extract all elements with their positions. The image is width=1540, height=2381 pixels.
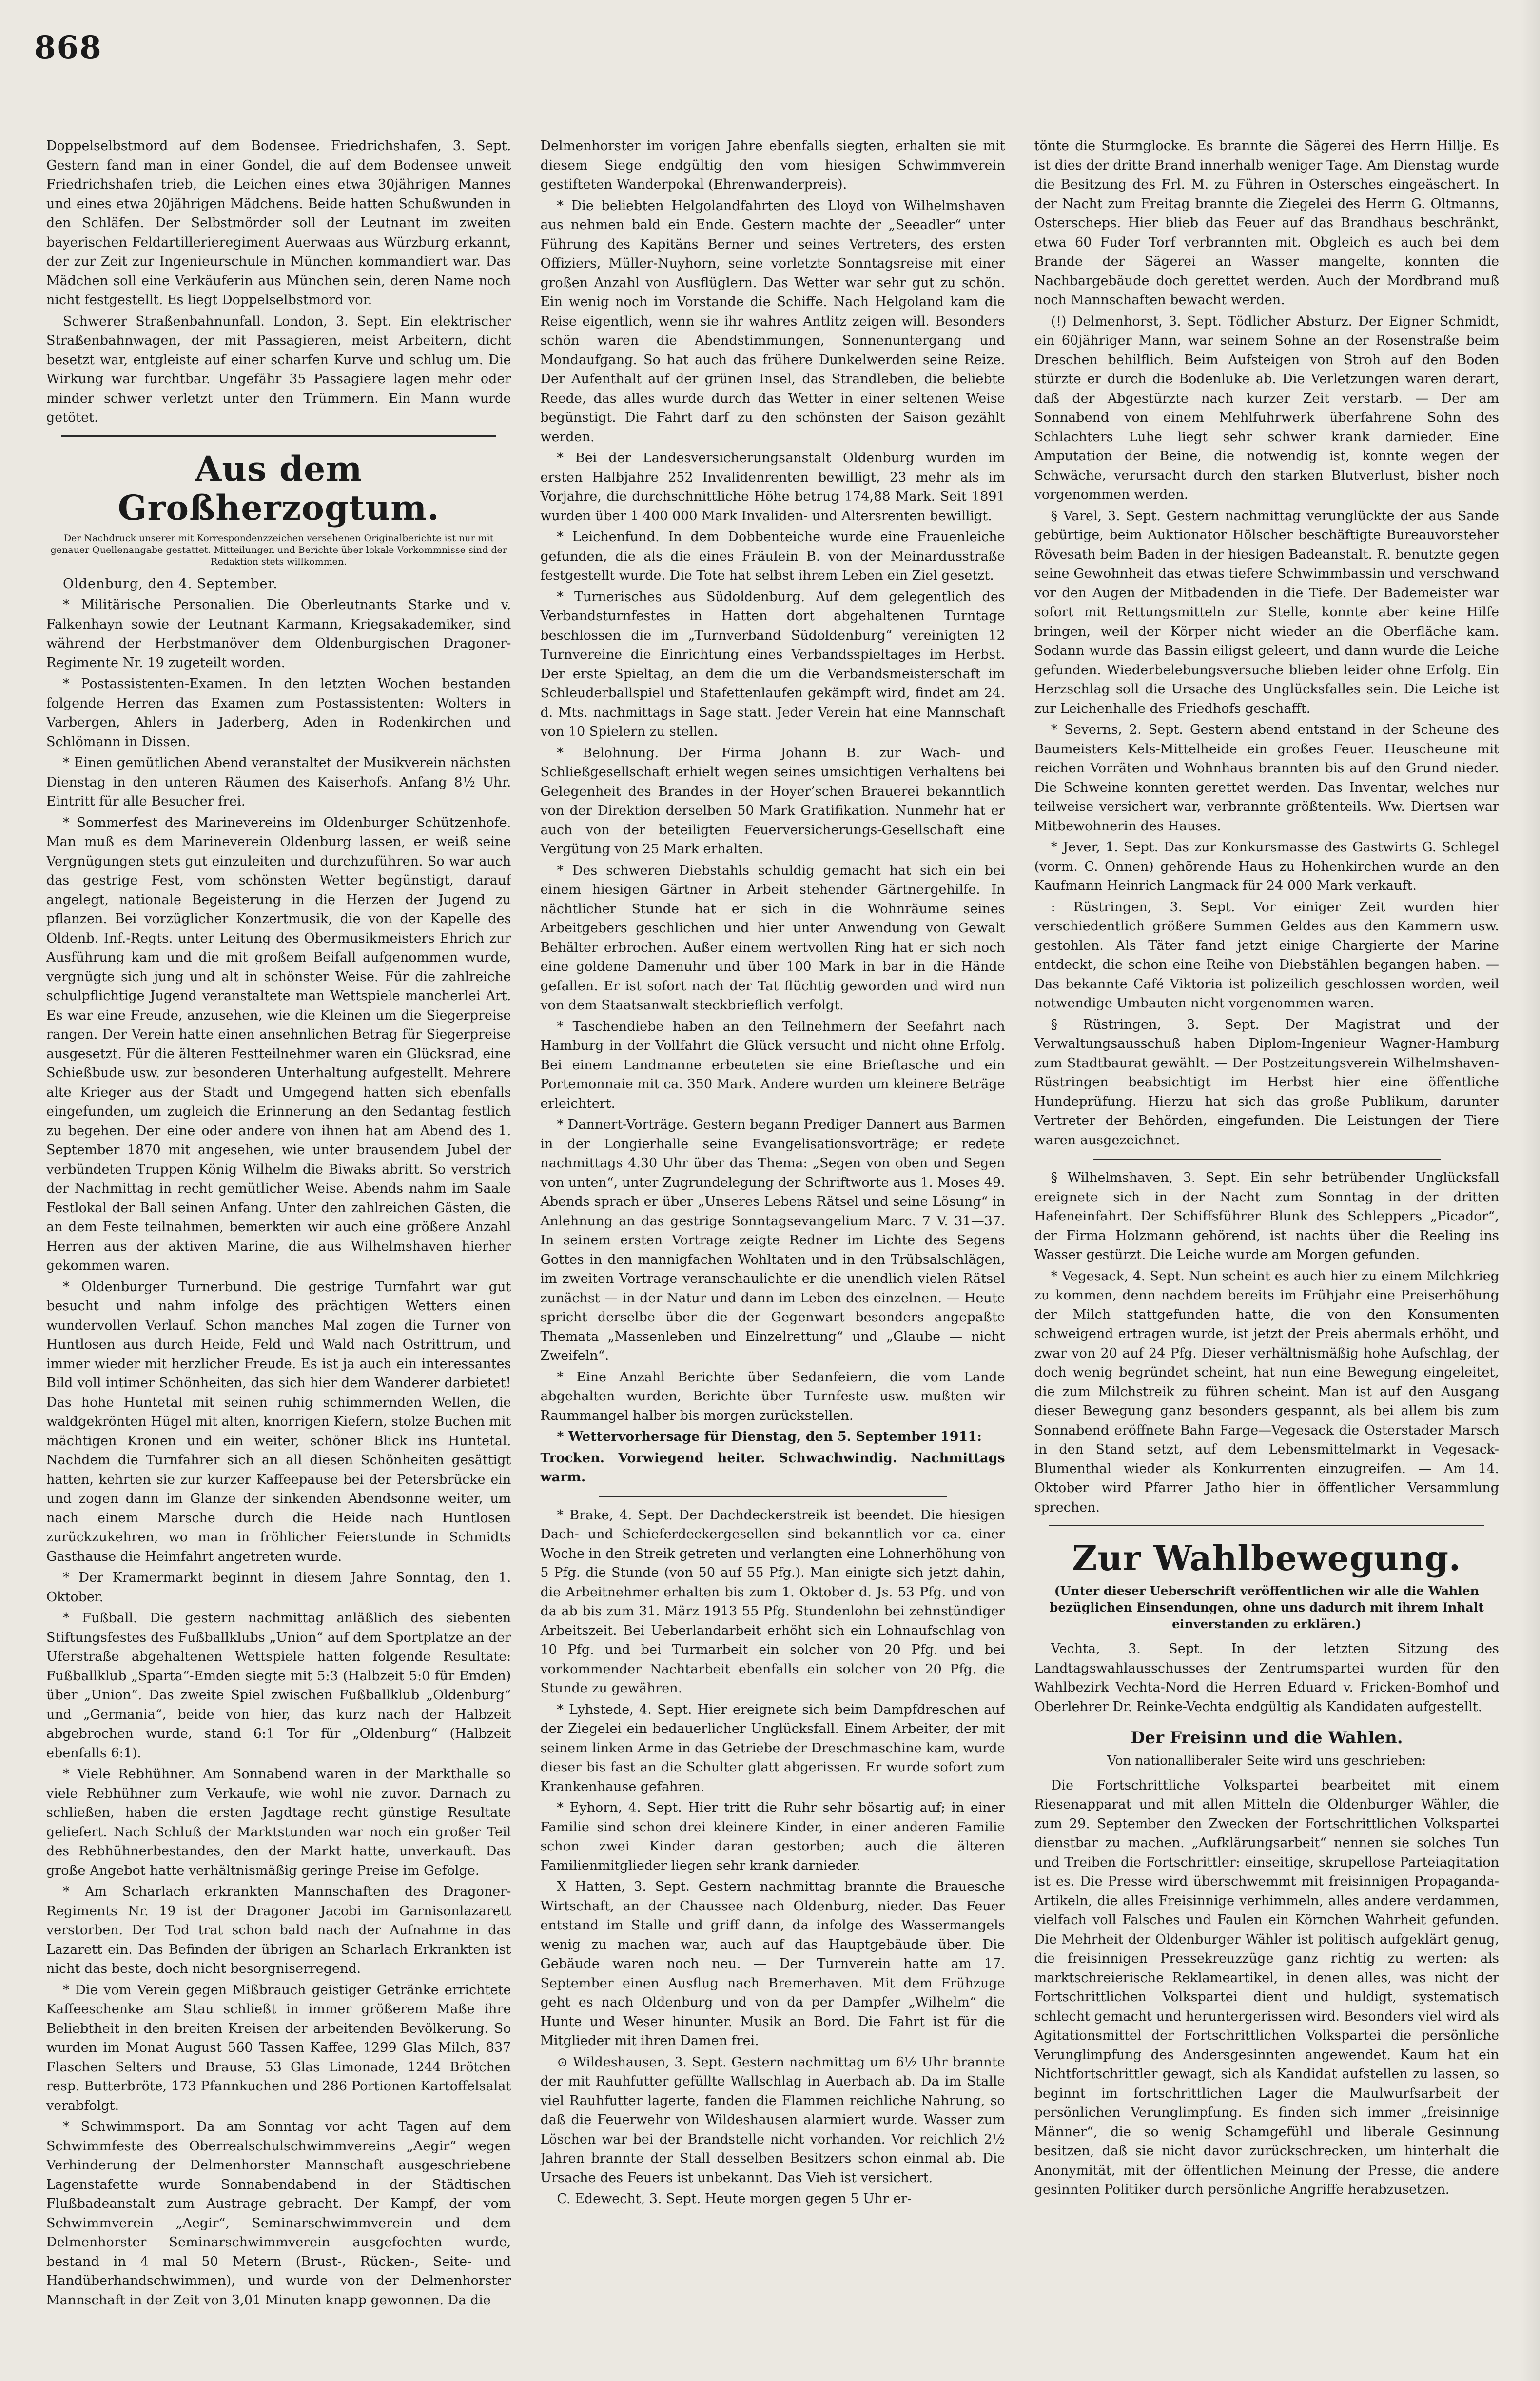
article-fussball: * Fußball. Die gestern nachmittag anläßlich des siebenten Stiftungsfestes des Fußballklubs „Union“ auf dem Sportplatze an der Uferstraße abgehaltenen Wettspiele hatten folgende Resultate: Fußballklub „Sparta“-Emden siegte mit 5:3 (Halbzeit 5:0 für Emden) über „Union“. Das zweite Spiel zwischen Fußballklub „Oldenburg“ und „Germania“, beide von hier, das kurz nach der Halbzeit abgebrochen wurde, stand 6:1 Tor für „Oldenburg“ (Halbzeit ebenfalls 6:1).: [46, 1611, 511, 1761]
article-sedanfeiern: * Eine Anzahl Berichte über Sedanfeiern, die vom Lande abgehalten wurden, Berichte über Turnfeste usw. mußten wir Raummangel halber bis morgen zurückstellen.: [540, 1369, 1005, 1423]
article-ruestringen-1: : Rüstringen, 3. Sept. Vor einiger Zeit wurden hier verschiedentlich größere Summen Geldes aus den Kammern usw. gestohlen. Als Täter fand jetzt einige Chargierte der Marine entdeckt, die schon eine Reihe von Diebstählen begangen haben. — Das bekannte Café Viktoria ist polizeilich geschlossen worden, weil notwendige Umbauten nicht vorgenommen waren.: [1034, 899, 1499, 1011]
article-landesversicherung: * Bei der Landesversicherungsanstalt Oldenburg wurden im ersten Halbjahre 252 Invalidenrenten bewilligt, 23 mehr als im Vorjahre, die durchschnittliche Höhe betrug 174,88 Mark. Seit 1891 wurden über 1 400 000 Mark Invaliden- und Altersrenten bewilligt.: [540, 451, 1005, 524]
page-number: [34, 29, 102, 66]
article-scharlach: * Am Scharlach erkrankten Mannschaften des Dragoner-Regiments Nr. 19 ist der Dragoner Jacobi im Garnisonlazarett verstorben. Der Tod trat schon bald nach der Aufnahme in das Lazarett ein. Das Befinden der übrigen an Scharlach Erkrankten ist nicht das beste, doch nicht besorgniserregend.: [46, 1884, 511, 1976]
article-hatten: X Hatten, 3. Sept. Gestern nachmittag brannte die Brauesche Wirtschaft, an der Chaussee nach Oldenburg, nieder. Das Feuer entstand im Stalle und griff dann, da infolge des Wassermangels wenig zu machen war, auch auf das Hauptgebäude über. Die Gebäude waren noch neu. — Der Turnverein hatte am 17. September einen Ausflug nach Bremerhaven. Mit dem Frühzuge geht es nach Oldenburg und von da per Dampfer „Wilhelm“ die Hunte und Weser hinunter. Musik an Bord. Die Fahrt ist für die Mitglieder mit ihren Damen frei.: [540, 1879, 1005, 2048]
weather-forecast-text: Trocken. Vorwiegend heiter. Schwachwindig. Nachmittags warm.: [540, 1450, 1005, 1485]
article-severns: * Severns, 2. Sept. Gestern abend entstand in der Scheune des Baumeisters Kels-Mittelheide ein großes Feuer. Heuscheune mit reichen Vorräten und Wohnhaus brannten bis auf den Grund nieder. Die Schweine konnten gerettet werden. Das Inventar, welches nur teilweise versichert war, verbrannte größtenteils. Ww. Diertsen war Mitbewohnerin des Hauses.: [1034, 722, 1499, 834]
article-eyhorn: * Eyhorn, 4. Sept. Hier tritt die Ruhr sehr bösartig auf; in einer Familie sind schon drei kleinere Kinder, in einer anderen Familie schon zwei Kinder daran gestorben; auch die älteren Familienmitglieder liegen sehr krank darnieder.: [540, 1800, 1005, 1873]
article-diebstahl: * Des schweren Diebstahls schuldig gemacht hat sich ein bei einem hiesigen Gärtner in Arbeit stehender Gärtnergehilfe. In nächtlicher Stunde hat er sich in die Wohnräume seines Arbeitgebers geschlichen und hier unter Anwendung von Gewalt Behälter erbrochen. Außer einem wertvollen Ring hat er sich noch eine goldene Damenuhr und über 100 Mark in bar in die Hände gefallen. Er ist sofort nach der Tat flüchtig geworden und wird nun von dem Staatsanwalt steckbrieflich verfolgt.: [540, 863, 1005, 1013]
column-2: [540, 137, 1005, 2341]
section-reprint-note: Der Nachdruck unserer mit Korrespondenzzeichen versehenen Originalberichte ist nur mit genauer Quellenangabe gestattet. Mitteilungen und Berichte über lokale Vorkommnisse sind der Redaktion stets willkommen.: [50, 532, 507, 567]
article-leichenfund: * Leichenfund. In dem Dobbenteiche wurde eine Frauenleiche gefunden, die als die eines Fräulein B. von der Meinardusstraße festgestellt wurde. Die Tote hat selbst ihrem Leben ein Ziel gesetzt.: [540, 530, 1005, 583]
article-lyhstede: * Lyhstede, 4. Sept. Hier ereignete sich beim Dampfdreschen auf der Ziegelei ein bedauerlicher Unglücksfall. Einem Arbeiter, der mit seinem linken Arme in das Getriebe der Dreschmaschine kam, wurde dieser bis fast an die Schulter glatt abgerissen. Er wurde sofort zum Krankenhause gefahren.: [540, 1702, 1005, 1794]
dateline: Oldenburg, den 4. September.: [63, 576, 278, 591]
section-disclaimer: (Unter dieser Ueberschrift veröffentlichen wir alle die Wahlen bezüglichen Einsendungen, ohne uns dadurch mit ihrem Inhalt einverstanden zu erklären.): [1049, 1584, 1484, 1631]
article-edewecht: C. Edewecht, 3. Sept. Heute morgen gegen 5 Uhr er-: [557, 2191, 912, 2206]
article-rebhuehner: * Viele Rebhühner. Am Sonnabend waren in der Markthalle so viele Rebhühner zum Verkaufe, wie wohl nie zuvor. Darnach zu schließen, haben die ersten Jagdtage recht günstige Resultate geliefert. Nach Schluß der Marktstunden war noch ein großer Teil des Rebhühnerbestandes, den der Markt hatte, unverkauft. Das große Angebot hatte verhältnismäßig geringe Preise im Gefolge.: [46, 1767, 511, 1878]
article-turnerbund: * Oldenburger Turnerbund. Die gestrige Turnfahrt war gut besucht und nahm infolge des prächtigen Wetters einen wundervollen Verlauf. Schon manches Mal zogen die Turner von Huntlosen aus durch Heide, Feld und Wald nach Ostrittrum, und immer wieder mit herzlicher Freude. Es ist ja auch ein interessantes Bild voll intimer Schönheiten, das sich hier dem Wanderer darbietet! Das hohe Huntetal mit seinen ruhig schimmernden Wellen, die waldgekrönten Hügel mit alten, knorrigen Kiefern, stolze Buchen mit mächtigen Kronen und ein weiter, schöner Blick ins Huntetal. Nachdem die Turnfahrer sich an all diesen Schönheiten gesättigt hatten, kehrten sie zur kurzer Kaffeepause bei der Petersbrücke ein und zogen dann im Glanze der sinkenden Abendsonne weiter, um nach einem Marsche durch die Heide nach Huntlosen zurückzukehren, wo man in fröhlicher Feierstunde in Schmidts Gasthause die Heimfahrt angetreten wurde.: [46, 1279, 511, 1564]
article-vechta: Vechta, 3. Sept. In der letzten Sitzung des Landtagswahlausschusses der Zentrumspartei wurden für den Wahlbezirk Vechta-Nord die Herren Eduard v. Fricken-Bomhof und Oberlehrer Dr. Reinke-Vechta endgültig als Kandidaten aufgestellt.: [1034, 1641, 1499, 1714]
article-freisinn: Die Fortschrittliche Volkspartei bearbeitet mit einem Riesenapparat und mit allen Mitteln die Oldenburger Wähler, die zum 29. September den Zwecken der Fortschrittlichen Volkspartei dienstbar zu machen. „Aufklärungsarbeit“ nennen sie solches Tun und Treiben die Fortschrittler: einseitige, skrupellose Parteiagitation ist es. Die Presse wird überschwemmt mit freisinnigen Propaganda-Artikeln, die alles Freisinnige verhimmeln, alles andere verdammen, vielfach voll Falsches und Faulen ein Körnchen Wahrheit gefunden. Die Mehrheit der Oldenburger Wähler ist politisch aufgeklärt genug, die freisinnigen Pressekreuzzüge ganz richtig zu werten: als marktschreierische Reklameartikel, in denen alles, was nicht der Fortschrittlichen Volkspartei dient und huldigt, systematisch schlecht gemacht und heruntergerissen wird. Besonders viel wird als Agitationsmittel der Fortschrittlichen Volkspartei die persönliche Verunglimpfung des Andersgesinnten angewendet. Kaum hat ein Nichtfortschrittler gewagt, sich als Kandidat aufstellen zu lassen, so beginnt im fortschrittlichen Lager die Maulwurfsarbeit der persönlichen Verunglimpfung. Es finden sich immer „freisinnige Männer“, die so wenig Schamgefühl und liberale Gesinnung besitzen, daß sie nicht davor zurückschrecken, um hinterhalt die Anonymität, mit der öffentlichen Meinung der Presse, die andere gesinnten Politiker durch persönliche Angriffe herabzusetzen.: [1034, 1777, 1499, 2197]
column-3: [1034, 137, 1499, 2341]
article-helgolandfahrten: * Die beliebten Helgolandfahrten des Lloyd von Wilhelmshaven aus nehmen bald ein Ende. Gestern machte der „Seeadler“ unter Führung des Kapitäns Berner und seines Vertreters, des ersten Offiziers, Müller-Nuyhorn, seine vorletzte Sonntagsreise mit einer großen Anzahl von Ausflüglern. Das Wetter war sehr gut zu schön. Ein wenig noch im Vorstande die Schiffe. Nach Helgoland kam die Reise eigentlich, wenn sie ihr wahres Antlitz zeigen will. Besonders schön waren die Abendstimmungen, Sonnenuntergang und Mondaufgang. So hat auch das frühere Dunkelwerden seine Reize. Der Aufenthalt auf der grünen Insel, das Strandleben, die beliebte Reede, das alles wurde durch das Wetter in einer seltenen Weise begünstigt. Die Fahrt darf zu den schönsten der Saison gezählt werden.: [540, 198, 1005, 445]
article-delmenhorst: (!) Delmenhorst, 3. Sept. Tödlicher Absturz. Der Eigner Schmidt, ein 60jähriger Mann, war seinem Sohne an der Rosenstraße beim Dreschen behilflich. Beim Aufsteigen von Stroh auf den Boden stürzte er durch die Bodenluke ab. Die Verletzungen waren derart, daß der Abgestürzte nach kurzer Zeit verstarb. — Der am Sonnabend von einem Mehlfuhrwerk überfahrene Sohn des Schlachters Luhe liegt sehr schwer krank darnieder. Eine Amputation der Beine, die notwendig ist, konnte wegen der Schwäche, verursacht durch den starken Blutverlust, bisher noch vorgenommen werden.: [1034, 314, 1499, 502]
article-militaerische-personalien: * Militärische Personalien. Die Oberleutnants Starke und v. Falkenhayn sowie der Leutnant Karmann, Kriegsakademiker, sind während der Herbstmanöver dem Oldenburgischen Dragoner-Regimente Nr. 19 zugeteilt worden.: [46, 597, 511, 670]
article-turnerisches: * Turnerisches aus Südoldenburg. Auf dem gelegentlich des Verbandsturnfestes in Hatten dort abgehaltenen Turntage beschlossen die im „Turnverband Südoldenburg“ vereinigten 12 Turnvereine die Einrichtung eines Verbandsspieltages im Herbst. Der erste Spieltag, an dem die um die Verbandsmeisterschaft im Schleuderballspiel und Stafettenlaufen gekämpft wird, findet am 24. d. Mts. nachmittags in Sage statt. Jeder Verein hat eine Mannschaft von 10 Spielern zu stellen.: [540, 589, 1005, 739]
article-varel: § Varel, 3. Sept. Gestern nachmittag verunglückte der aus Sande gebürtige, beim Auktionator Hölscher beschäftigte Bureauvorsteher Rövesath beim Baden in der hiesigen Badeanstalt. R. benutzte gegen seine Gewohnheit das etwas tiefere Schwimmbassin und verschwand vor den Augen der Mitbadenden in die Tiefe. Der Bademeister war sofort mit Rettungsmitteln zur Stelle, konnte aber keine Hilfe bringen, weil der Körper nicht wieder an die Oberfläche kam. Sodann wurde das Bassin eiligst geleert, und dann wurde die Leiche gefunden. Wiederbelebungsversuche blieben leider ohne Erfolg. Ein Herzschlag soll die Ursache des Unglücksfalles sein. Die Leiche ist zur Leichenhalle des Friedhofs geschafft.: [1034, 508, 1499, 716]
article-belohnung: * Belohnung. Der Firma Johann B. zur Wach- und Schließgesellschaft erhielt wegen seines umsichtigen Verhaltens bei Gelegenheit des Brandes in der Hoyer’schen Brauerei bekanntlich von der Direktion derselben 50 Mark Gratifikation. Nunmehr hat er auch von der beteiligten Feuerversicherungs-Gesellschaft eine Vergütung von 25 Mark erhalten.: [540, 745, 1005, 857]
subheading-source-note: Von nationalliberaler Seite wird uns geschrieben:: [1107, 1753, 1426, 1768]
article-brake: * Brake, 4. Sept. Der Dachdeckerstreik ist beendet. Die hiesigen Dach- und Schieferdeckergesellen sind bekanntlich vor ca. einer Woche in den Streik getreten und verlangten eine Lohnerhöhung von 5 Pfg. die Stunde (von 50 auf 55 Pfg.). Man einigte sich jetzt dahin, die Arbeitnehmer erhalten bis zum 1. Oktober d. Js. 53 Pfg. und von da ab bis zum 31. März 1913 55 Pfg. Stundenlohn bei zehnstündiger Arbeitszeit. Bei Ueberlandarbeit erhöht sich ein Lohnaufschlag von 10 Pfg. und bei Turmarbeit ein solcher von 20 Pfg. und bei vorkommender Nachtarbeit ebenfalls ein solcher von 20 Pfg. die Stunde zu gewähren.: [540, 1507, 1005, 1696]
article-dannert-vortraege: * Dannert-Vorträge. Gestern begann Prediger Dannert aus Barmen in der Longierhalle seine Evangelisationsvorträge; er redete nachmittags 4.30 Uhr über das Thema: „Segen von oben und Segen von unten“, unter Zugrundelegung der Schriftworte aus 1. Moses 49. Abends sprach er über „Unseres Lebens Rätsel und seine Lösung“ in Anlehnung an das gestrige Sonntagsevangelium Marc. 7 V. 31—37. In seinem ersten Vortrage zeigte Redner im Lichte des Segens Gottes in den mannigfachen Wohltaten und in den Trübsalschlägen, im zweiten Vortrage veranschaulichte er die unendlich vielen Rätsel zunächst — in der Natur und dann im Leben des einzelnen. — Heute spricht derselbe über die der Gegenwart besonders angepaßte Themata „Massenleben und Einzelrettung“ und „Glaube — nicht Zweifeln“.: [540, 1117, 1005, 1363]
article-schwimmsport-cont: Delmenhorster im vorigen Jahre ebenfalls siegten, erhalten sie mit diesem Siege endgültig den vom hiesigen Schwimmverein gestifteten Wanderpokal (Ehrenwanderpreis).: [540, 138, 1005, 192]
section-divider: [1049, 1525, 1484, 1526]
article-wildeshausen: ⊙ Wildeshausen, 3. Sept. Gestern nachmittag um 6½ Uhr brannte der mit Rauhfutter gefüllte Wallschlag in Auerbach ab. Da im Stalle viel Rauhfutter lagerte, fanden die Flammen reichliche Nahrung, so daß die Feuerwehr von Wildeshausen alarmiert wurde. Wasser zum Löschen war bei der Brandstelle nicht vorhanden. Vor reichlich 2½ Jahren brannte der Stall desselben Besitzers schon einmal ab. Die Ursache des Feuers ist unbekannt. Das Vieh ist versichert.: [540, 2054, 1005, 2185]
article-strassenbahnunfall: Schwerer Straßenbahnunfall. London, 3. Sept. Ein elektrischer Straßenbahnwagen, der mit Passagieren, meist Arbeitern, dicht besetzt war, entgleiste auf einer scharfen Kurve und schlug um. Die Wirkung war furchtbar. Ungefähr 35 Passagiere lagen mehr oder minder schwer verletzt unter den Trümmern. Ein Mann wurde getötet.: [46, 314, 511, 425]
divider: [1093, 1159, 1441, 1160]
weather-forecast-title: * Wettervorhersage für Dienstag, den 5. September 1911:: [557, 1429, 982, 1444]
article-doppelselbstmord: Doppelselbstmord auf dem Bodensee. Friedrichshafen, 3. Sept. Gestern fand man in einer Gondel, die auf dem Bodensee unweit Friedrichshafen trieb, die Leichen eines etwa 30jährigen Mannes und eines etwa 20jährigen Mädchens. Beide hatten Schußwunden in den Schläfen. Der Selbstmörder soll der Leutnant im zweiten bayerischen Feldartillerieregiment Auerwaas aus Würzburg erkannt, der zur Zeit zur Ingenieurschule in München kommandiert war. Das Mädchen soll eine Verkäuferin aus München sein, deren Name noch nicht festgestellt. Es liegt Doppelselbstmord vor.: [46, 138, 511, 308]
article-marineverein: * Sommerfest des Marinevereins im Oldenburger Schützenhofe. Man muß es dem Marineverein Oldenburg lassen, er weiß seine Vergnügungen stets gut einzuleiten und durchzuführen. So war auch das gestrige Fest, vom schönsten Wetter begünstigt, darauf angelegt, nationale Begeisterung in die Herzen der Jugend zu pflanzen. Bei vorzüglicher Konzertmusik, die von der Kapelle des Oldenb. Inf.-Regts. unter Leitung des Obermusikmeisters Ehrich zur Ausführung kam und die mit großem Beifall aufgenommen wurde, vergnügte sich jung und alt in schönster Weise. Für die zahlreiche schulpflichtige Jugend veranstaltete man Wettspiele mancherlei Art. Es war eine Freude, anzusehen, wie die Kleinen um die Siegerpreise rangen. Der Verein hatte einen ansehnlichen Betrag für Siegerpreise ausgesetzt. Für die älteren Festteilnehmer waren ein Glücksrad, eine Schießbude usw. zur besonderen Unterhaltung aufgestellt. Mehrere alte Krieger aus der Stadt und Umgegend hatten sich ebenfalls eingefunden, um zugleich die Erinnerung an den Sedantag festlich zu begehen. Der eine oder andere von ihnen hat am Abend des 1. September 1870 mit angesehen, wie unter brausendem Jubel der verbündeten Truppen König Wilhelm die Biwaks abritt. So verstrich der Nachmittag in recht gemütlicher Weise. Abends nahm im Saale Festlokal der Ball seinen Anfang. Unter den zahlreichen Gästen, die an dem Feste teilnahmen, bemerkten wir auch eine größere Anzahl Herren aus der aktiven Marine, die aus Wilhelmshaven hierher gekommen waren.: [46, 815, 511, 1273]
article-schwimmsport: * Schwimmsport. Da am Sonntag vor acht Tagen auf dem Schwimmfeste des Oberrealschulschwimmvereins „Aegir“ wegen Verhinderung der Delmenhorster Mannschaft ausgeschriebene Lagenstafette wurde Sonnabendabend in der Städtischen Flußbadeanstalt zum Austrage gebracht. Der Kampf, der vom Schwimmverein „Aegir“, Seminarschwimmverein und dem Delmenhorster Seminarschwimmverein ausgefochten wurde, bestand in 4 mal 50 Metern (Brust-, Rücken-, Seite- und Handüberhandschwimmen), und wurde von der Delmenhorster Mannschaft in der Zeit von 3,01 Minuten knapp gewonnen. Da die: [46, 2119, 511, 2308]
article-kramermarkt: * Der Kramermarkt beginnt in diesem Jahre Sonntag, den 1. Oktober.: [46, 1570, 511, 1605]
section-divider: [61, 435, 496, 437]
article-kaffeeschenke: * Die vom Verein gegen Mißbrauch geistiger Getränke errichtete Kaffeeschenke am Stau schließt in immer größerem Maße ihre Beliebtheit in den breiten Kreisen der arbeitenden Bevölkerung. So wurden im Monat August 560 Tassen Kaffee, 1299 Glas Milch, 837 Flaschen Selters und Brause, 53 Glas Limonade, 1244 Brötchen resp. Butterbröte, 173 Pfannkuchen und 286 Portionen Kartoffelsalat verabfolgt.: [46, 1982, 511, 2113]
page-number-text: 868: [34, 29, 102, 66]
article-jever: * Jever, 1. Sept. Das zur Konkursmasse des Gastwirts G. Schlegel (vorm. C. Onnen) gehörende Haus zu Hohenkirchen wurde an den Kaufmann Heinrich Langmack für 24 000 Mark verkauft.: [1034, 840, 1499, 893]
section-title-wahlbewegung: Zur Wahlbewegung.: [1072, 1538, 1462, 1578]
article-musikverein: * Einen gemütlichen Abend veranstaltet der Musikverein nächsten Dienstag in den unteren Räumen des Kaiserhofs. Anfang 8½ Uhr. Eintritt für alle Besucher frei.: [46, 755, 511, 809]
divider: [599, 1496, 946, 1497]
page-edge-shadow: [1521, 0, 1540, 2381]
article-ruestringen-2: § Rüstringen, 3. Sept. Der Magistrat und der Verwaltungsausschuß haben Diplom-Ingenieur Wagner-Hamburg zum Stadtbaurat gewählt. — Der Postzeitungsverein Wilhelmshaven-Rüstringen beabsichtigt im Herbst hier eine öffentliche Hundeprüfung. Hierzu hat sich das große Publikum, darunter Vertreter der Behörden, eingefunden. Die Leistungen der Tiere waren ausgezeichnet.: [1034, 1017, 1499, 1148]
article-wilhelmshaven: § Wilhelmshaven, 3. Sept. Ein sehr betrübender Unglücksfall ereignete sich in der Nacht zum Sonntag in der dritten Hafeneinfahrt. Der Schiffsführer Blunk des Schleppers „Picador“, der Firma Holzmann gehörend, ist nachts über die Reeling ins Wasser gestürzt. Die Leiche wurde am Morgen gefunden.: [1034, 1170, 1499, 1262]
article-taschendiebe: * Taschendiebe haben an den Teilnehmern der Seefahrt nach Hamburg in der Vollfahrt die Glück versucht und nicht ohne Erfolg. Bei einem Landmanne erbeuteten sie eine Brieftasche und ein Portemonnaie mit ca. 350 Mark. Andere wurden um kleinere Beträge erleichtert.: [540, 1019, 1005, 1111]
section-title-grossherzogtum: Aus dem Großherzogtum.: [117, 448, 440, 528]
article-columns: [46, 137, 1499, 2341]
column-1: [46, 137, 511, 2341]
article-vegesack: * Vegesack, 4. Sept. Nun scheint es auch hier zu einem Milchkrieg zu kommen, denn nachdem bereits im Frühjahr eine Preiserhöhung der Milch stattgefunden hatte, die von den Konsumenten schweigend ertragen wurde, ist jetzt der Preis abermals erhöht, und zwar von 20 auf 24 Pfg. Dieser verhältnismäßig hohe Aufschlag, der doch wenig begründet scheint, hat nun eine Bewegung eingeleitet, die zum Milchstreik zu führen scheint. Man ist auf den Ausgang dieser Bewegung ganz besonders gespannt, als bei allem bis zum Sonnabend eröffnete Bahn Farge—Vegesack die Osterstader Marsch in den Stand setzt, auf dem Lebensmittelmarkt in Vegesack-Blumenthal wieder als Konkurrenten einzugreifen. — Am 14. Oktober wird Pfarrer Jatho hier in öffentlicher Versammlung sprechen.: [1034, 1268, 1499, 1515]
article-postassistenten-examen: * Postassistenten-Examen. In den letzten Wochen bestanden folgende Herren das Examen zum Postassistenten: Wolters in Varbergen, Ahlers in Jaderberg, Aden in Rodenkirchen und Schlömann in Dissen.: [46, 676, 511, 749]
subheading-freisinn: Der Freisinn und die Wahlen.: [1131, 1728, 1403, 1748]
article-edewecht-cont: tönte die Sturmglocke. Es brannte die Sägerei des Herrn Hillje. Es ist dies der dritte Brand innerhalb weniger Tage. Am Dienstag wurde die Besitzung des Frl. M. zu Führen in Ostersches eingeäschert. In der Nacht zum Freitag brannte die Ziegelei des Herrn G. Oltmanns, Osterscheps. Hier blieb das Feuer auf das Brandhaus beschränkt, etwa 60 Fuder Torf verbrannten mit. Obgleich es auch bei dem Brande der Sägerei an Wasser mangelte, konnten die Nachbargebäude doch gerettet werden. Auch der Mordbrand muß noch Mannschaften bewacht werden.: [1034, 138, 1499, 308]
